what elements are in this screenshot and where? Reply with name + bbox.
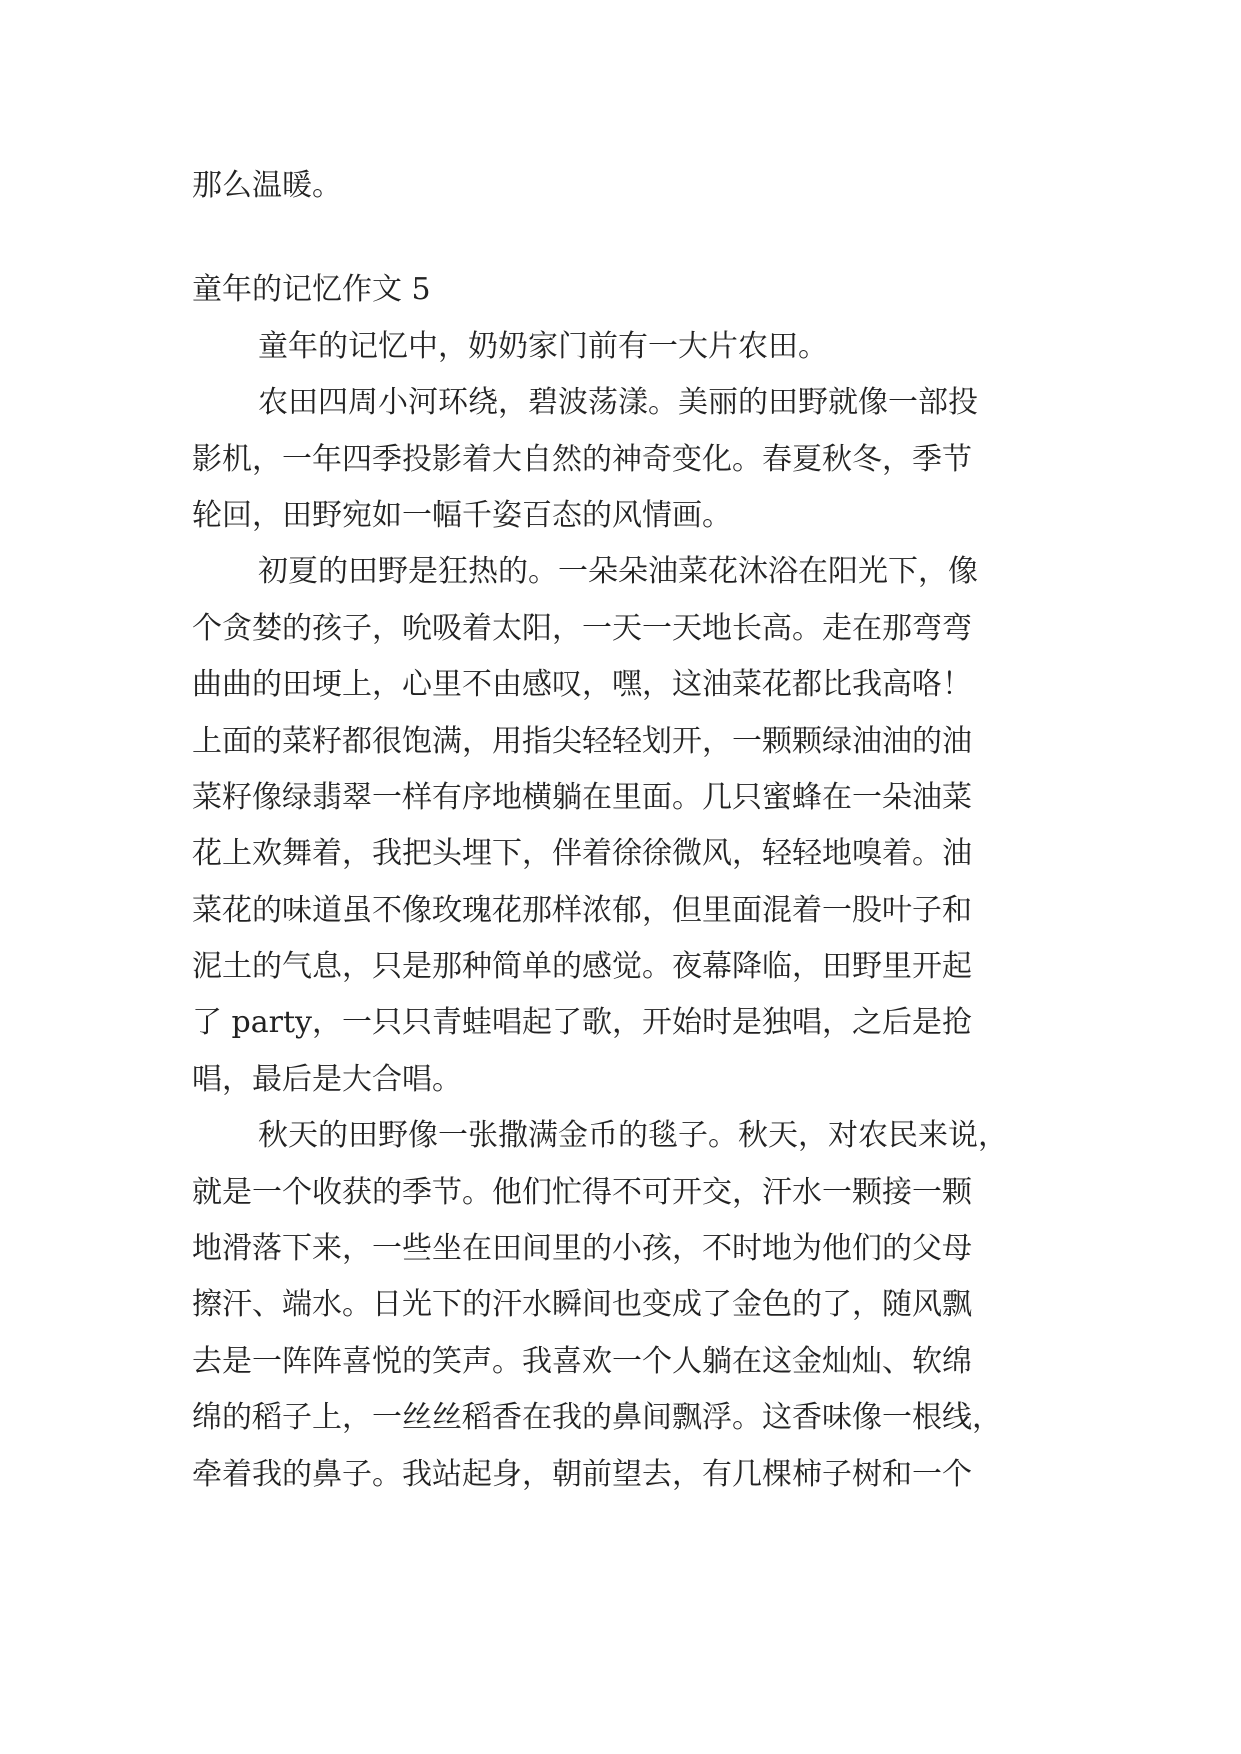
text-line: 泥土的气息，只是那种简单的感觉。夜幕降临，田野里开起	[192, 949, 972, 985]
text-line: 花上欢舞着，我把头埋下，伴着徐徐微风，轻轻地嗅着。油	[192, 836, 972, 872]
text-line: 影机，一年四季投影着大自然的神奇变化。春夏秋冬，季节	[192, 441, 972, 477]
paragraph-spacer	[192, 214, 1072, 262]
text-line: 上面的菜籽都很饱满，用指尖轻轻划开，一颗颗绿油油的油	[192, 723, 972, 759]
text-line: 童年的记忆中，奶奶家门前有一大片农田。	[258, 328, 828, 364]
section-heading: 童年的记忆作文 5	[192, 272, 431, 308]
text-line: 初夏的田野是狂热的。一朵朵油菜花沐浴在阳光下，像	[258, 554, 978, 590]
text-line: 地滑落下来，一些坐在田间里的小孩，不时地为他们的父母	[192, 1231, 972, 1267]
text-line: 绵的稻子上，一丝丝稻香在我的鼻间飘浮。这香味像一根线，	[192, 1400, 1002, 1436]
text-line: 就是一个收获的季节。他们忙得不可开交，汗水一颗接一颗	[192, 1174, 972, 1210]
text-line: 菜花的味道虽不像玫瑰花那样浓郁，但里面混着一股叶子和	[192, 892, 972, 928]
document-body	[192, 158, 1072, 1503]
text-line: 菜籽像绿翡翠一样有序地横躺在里面。几只蜜蜂在一朵油菜	[192, 779, 972, 815]
text-line: 农田四周小河环绕，碧波荡漾。美丽的田野就像一部投	[258, 385, 978, 421]
text-line: 那么温暖。	[192, 168, 342, 203]
text-line: 擦汗、端水。日光下的汗水瞬间也变成了金色的了，随风飘	[192, 1287, 972, 1323]
text-line: 个贪婪的孩子，吮吸着太阳，一天一天地长高。走在那弯弯	[192, 610, 972, 646]
text-line: 秋天的田野像一张撒满金币的毯子。秋天，对农民来说，	[258, 1118, 1008, 1154]
text-line: 唱，最后是大合唱。	[192, 1061, 462, 1097]
text-line: 轮回，田野宛如一幅千姿百态的风情画。	[192, 497, 732, 533]
text-line: 牵着我的鼻子。我站起身，朝前望去，有几棵柿子树和一个	[192, 1456, 972, 1492]
text-line: 去是一阵阵喜悦的笑声。我喜欢一个人躺在这金灿灿、软绵	[192, 1343, 972, 1379]
text-line: 曲曲的田埂上，心里不由感叹，嘿，这油菜花都比我高咯！	[192, 667, 972, 703]
text-line: 了 party，一只只青蛙唱起了歌，开始时是独唱，之后是抢	[192, 1005, 972, 1041]
